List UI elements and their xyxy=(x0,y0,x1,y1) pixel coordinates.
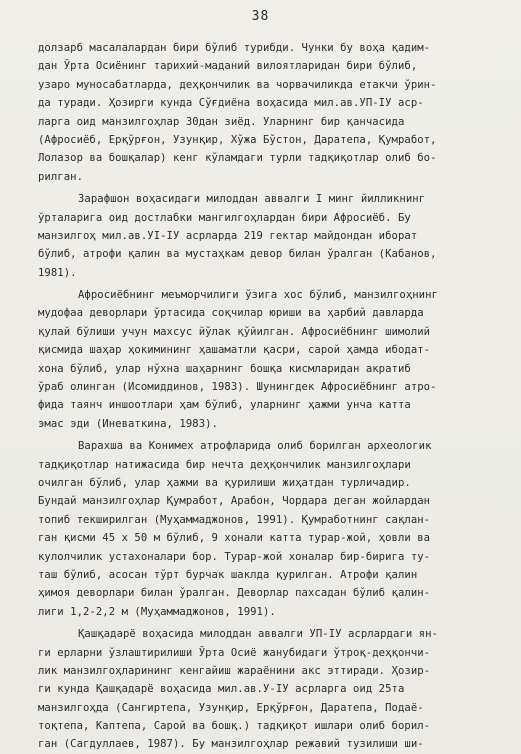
text-line: дан Ўрта Осиёнинг тарихий-маданий вилоятларидан бири бўлиб, xyxy=(38,60,418,73)
text-line: очилган бўлиб, улар ҳажми ва қурилиши жиҳатдан турличадир. xyxy=(38,476,411,489)
text-line: ларга оид манзилгоҳлар 30дан зиёд. Уларнинг бир қанчасида xyxy=(38,115,405,128)
text-line: кулолчилик устахоналари бор. Турар-жой хоналар бир-бирига ту- xyxy=(38,550,431,563)
text-line: фида таянч иншоотлари ҳам бўлиб, уларнинг ҳажми унча катта xyxy=(38,399,411,412)
page-number: 38 xyxy=(251,9,270,24)
text-line: тоқтепа, Каптепа, Сарой ва бошқ.) тадқиқот ишлари олиб борил- xyxy=(38,720,431,733)
text-line: ўрталарига оид достлабки мангилгоҳлардан бири Афросиёб. Бу xyxy=(38,211,411,224)
text-line: долзарб масалалардан бири бўлиб турибди. Чунки бу воҳа қадим- xyxy=(38,42,431,54)
text-line: тадқиқотлар натижасида бир нечта деҳқончилик манзилгоҳлари xyxy=(38,458,411,471)
text-line: Афросиёбнинг меъморчилиги ўзига хос бўлиб, манзилгоҳнинг xyxy=(78,289,438,302)
text-line: қисмида шаҳар ҳокимининг ҳашаматли қасри, сарой ҳамда ибодат- xyxy=(38,344,431,357)
text-line: ҳимоя деворлари билан ўралган. Деворлар пахсадан бўлиб қалин- xyxy=(38,587,431,600)
text-line: қулай бўлиши учун махсус йўлак қўйилган. Афросиёбнинг шимолий xyxy=(38,325,431,338)
text-line: хона бўлиб, улар нўхна шаҳарнинг бошқа кисмларидан акратиб xyxy=(38,362,411,375)
text-line: ган (Сагдуллаев, 1987). Бу манзилгоҳлар режавий тузилиши ши- xyxy=(38,738,424,751)
text-line: лик манзилгоҳларининг кенгайиш жараёнини акс эттиради. Ҳозир- xyxy=(38,664,431,677)
text-line: Қашқадарё воҳасида милоддан аввалги УП-IУ асрлардаги ян- xyxy=(78,628,438,641)
text-line: рилган. xyxy=(38,170,83,183)
text-line: 1981). xyxy=(38,266,77,279)
text-line: лиги 1,2-2,2 м (Муҳаммаджонов, 1991). xyxy=(38,605,276,618)
text-line: ги кунда Қашқадарё воҳасида мил.ав.У-IУ асрларга оид 25та xyxy=(38,683,405,696)
text-line: манзилгоҳ мил.ав.УІ-ІУ асрларда 219 гектар майдондан иборат xyxy=(38,229,418,242)
text-line: манзилгоҳда (Сангиртепа, Узунқир, Ерқўрғон, Даратепа, Подаё- xyxy=(38,701,424,714)
text-line: Бундай манзилгоҳлар Қумработ, Арабон, Чордара деган жойлардан xyxy=(38,495,431,508)
body-text xyxy=(38,39,512,754)
text-line: эмас эди (Иневаткина, 1983). xyxy=(38,417,218,430)
text-line: Зарафшон воҳасидаги милоддан аввалги I минг йилликнинг xyxy=(78,193,426,206)
text-line: да туради. Ҳозирги кунда Сўғдиёна воҳасида мил.ав.УП-IУ аср- xyxy=(38,97,424,110)
text-line: мудофаа деворлари ўртасида соқчилар юриши ва ҳарбий давларда xyxy=(38,307,424,320)
text-line: ги ерларни ўзлаштирилиши Ўрта Осиё жанубидаги ўтроқ-деҳқончи- xyxy=(38,646,431,659)
text-line: бўлиб, атрофи қалин ва мустаҳкам девор билан ўралган (Кабанов, xyxy=(38,248,437,261)
text-line: ган қисми 45 х 50 м бўлиб, 9 хонали катта турар-жой, ҳовли ва xyxy=(38,532,431,545)
text-line: (Афросиёб, Ерқўрғон, Узунқир, Хўжа Бўстон, Даратепа, Қумработ, xyxy=(38,133,437,146)
text-line: Варахша ва Конимех атрофларида олиб борилган археологик xyxy=(78,440,432,453)
text-line: Лолазор ва бошқалар) кенг кўламдаги турли тадқиқотлар олиб бо- xyxy=(38,152,437,165)
text-line: узаро муносабатларда, деҳқончилик ва чорвачиликда етакчи ўрин- xyxy=(38,78,437,91)
text-line: ўраб олинган (Исомиддинов, 1983). Шунингдек Афросиёбнинг атро- xyxy=(38,381,437,394)
text-line: таш бўлиб, асосан тўрт бурчак шаклда қурилган. Атрофи қалин xyxy=(38,568,418,581)
text-line: топиб текширилган (Муҳаммаджонов, 1991). Қумработнинг сақлан- xyxy=(38,513,431,526)
